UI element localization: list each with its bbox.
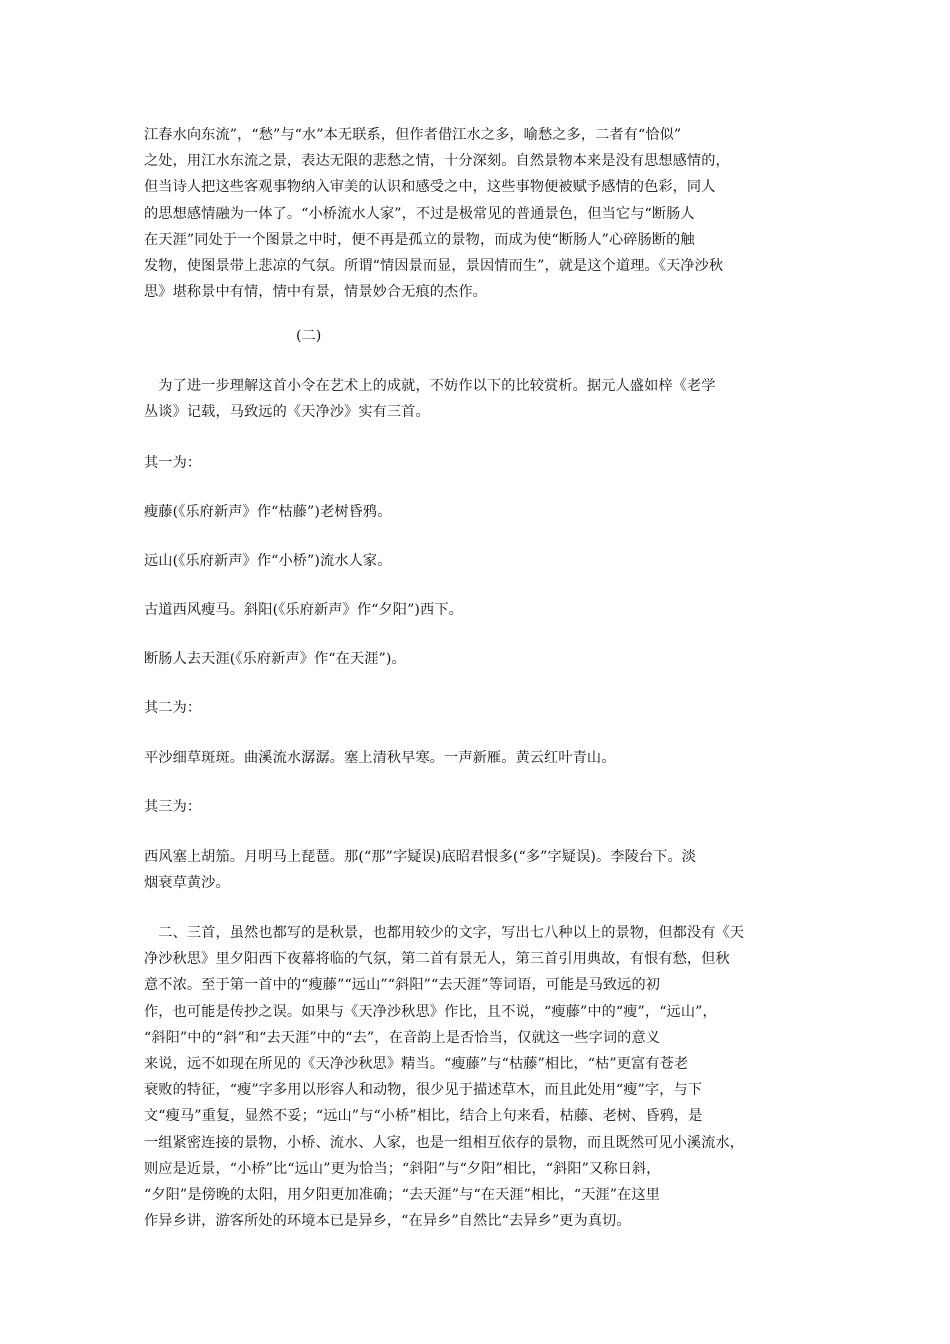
text-line: 作，也可能是传抄之误。如果与《天净沙秋思》作比，且不说，“瘦藤”中的“瘦”，“远山”，	[144, 1003, 717, 1020]
verse-1-line-3: 古道西风瘦马。斜阳(《乐府新声》作“夕阳”)西下。	[144, 602, 463, 618]
text-line: 衰败的特征，“瘦”字多用以形容人和动物，很少见于描述草木，而且此处用“瘦”字，与下	[144, 1082, 703, 1099]
text-line: 发物，使图景带上悲凉的气氛。所谓“情因景而显，景因情而生”，就是这个道理。《天净沙秋	[144, 258, 724, 275]
paragraph-1	[144, 122, 812, 305]
text-line: 在天涯”同处于一个图景之中时，便不再是孤立的景物，而成为使“断肠人”心碎肠断的触	[144, 231, 695, 248]
text-line: 之处，用江水东流之景，表达无限的悲愁之情，十分深刻。自然景物本来是没有思想感情的，	[144, 153, 730, 170]
text-line: 但当诗人把这些客观事物纳入审美的认识和感受之中，这些事物便被赋予感情的色彩，同人	[144, 179, 716, 196]
text-line: 的思想感情融为一体了。“小桥流水人家”，不过是极常见的普通景色，但当它与“断肠人	[144, 205, 695, 222]
verse-1-line-1: 瘦藤(《乐府新声》作“枯藤”)老树昏鸦。	[144, 504, 392, 520]
text-line: 二、三首，虽然也都写的是秋景，也都用较少的文字，写出七八种以上的景物，但都没有《天	[144, 925, 745, 941]
text-line: 一组紧密连接的景物，小桥、流水、人家，也是一组相互依存的景物，而且既然可见小溪流水，	[144, 1134, 745, 1151]
text-line: 意不浓。至于第一首中的“瘦藤”“远山”“斜阳”“去天涯”等词语，可能是马致远的初	[144, 977, 661, 994]
text-line: 文“瘦马”重复，显然不妥；“远山”与“小桥”相比，结合上句来看，枯藤、老树、昏鸦，是	[144, 1108, 703, 1125]
verse-1-line-2: 远山(《乐府新声》作“小桥”)流水人家。	[144, 553, 392, 569]
text-line: 作异乡讲，游客所处的环境本已是异乡，“在异乡”自然比“去异乡”更为真切。	[144, 1213, 631, 1230]
text-line: 烟衰草黄沙。	[144, 875, 230, 892]
paragraph-2	[144, 373, 812, 425]
verse-1-line-4: 断肠人去天涯(《乐府新声》作“在天涯”)。	[144, 651, 406, 667]
text-line: “夕阳”是傍晚的太阳，用夕阳更加准确；“去天涯”与“在天涯”相比，“天涯”在这里	[144, 1187, 661, 1204]
text-line: 来说，远不如现在所见的《天净沙秋思》精当。“瘦藤”与“枯藤”相比，“枯”更富有苍老	[144, 1056, 689, 1073]
section-heading: (二)	[296, 328, 322, 344]
text-line: 西风塞上胡笳。月明马上琵琶。那(“那”字疑误)底昭君恨多(“多”字疑误)。李陵台下。淡	[144, 849, 697, 865]
text-line: “斜阳”中的“斜”和“去天涯”中的“去”，在音韵上是否恰当，仅就这一些字词的意义	[144, 1029, 661, 1046]
text-line: 则应是近景，“小桥”比“远山”更为恰当；“斜阳”与“夕阳”相比，“斜阳”又称日斜，	[144, 1160, 661, 1177]
text-line: 为了进一步理解这首小令在艺术上的成就，不妨作以下的比较赏析。据元人盛如梓《老学	[144, 378, 716, 394]
verse-label-3: 其三为：	[144, 799, 202, 815]
text-line: 思》堪称景中有情，情中有景，情景妙合无痕的杰作。	[144, 284, 487, 301]
text-line: 江春水向东流”，“愁”与“水”本无联系，但作者借江水之多，喻愁之多，二者有“恰似”	[144, 127, 682, 143]
text-line: 净沙秋思》里夕阳西下夜幕将临的气氛，第二首有景无人，第三首引用典故，有恨有愁，但秋	[144, 951, 730, 968]
verse-label-1: 其一为：	[144, 455, 202, 471]
text-line: 丛谈》记载，马致远的《天净沙》实有三首。	[144, 404, 430, 421]
verse-3	[144, 844, 812, 896]
verse-label-2: 其二为：	[144, 700, 202, 716]
paragraph-3	[144, 920, 812, 1234]
verse-2: 平沙细草斑斑。曲溪流水潺潺。塞上清秋早寒。一声新雁。黄云红叶青山。	[144, 750, 616, 766]
